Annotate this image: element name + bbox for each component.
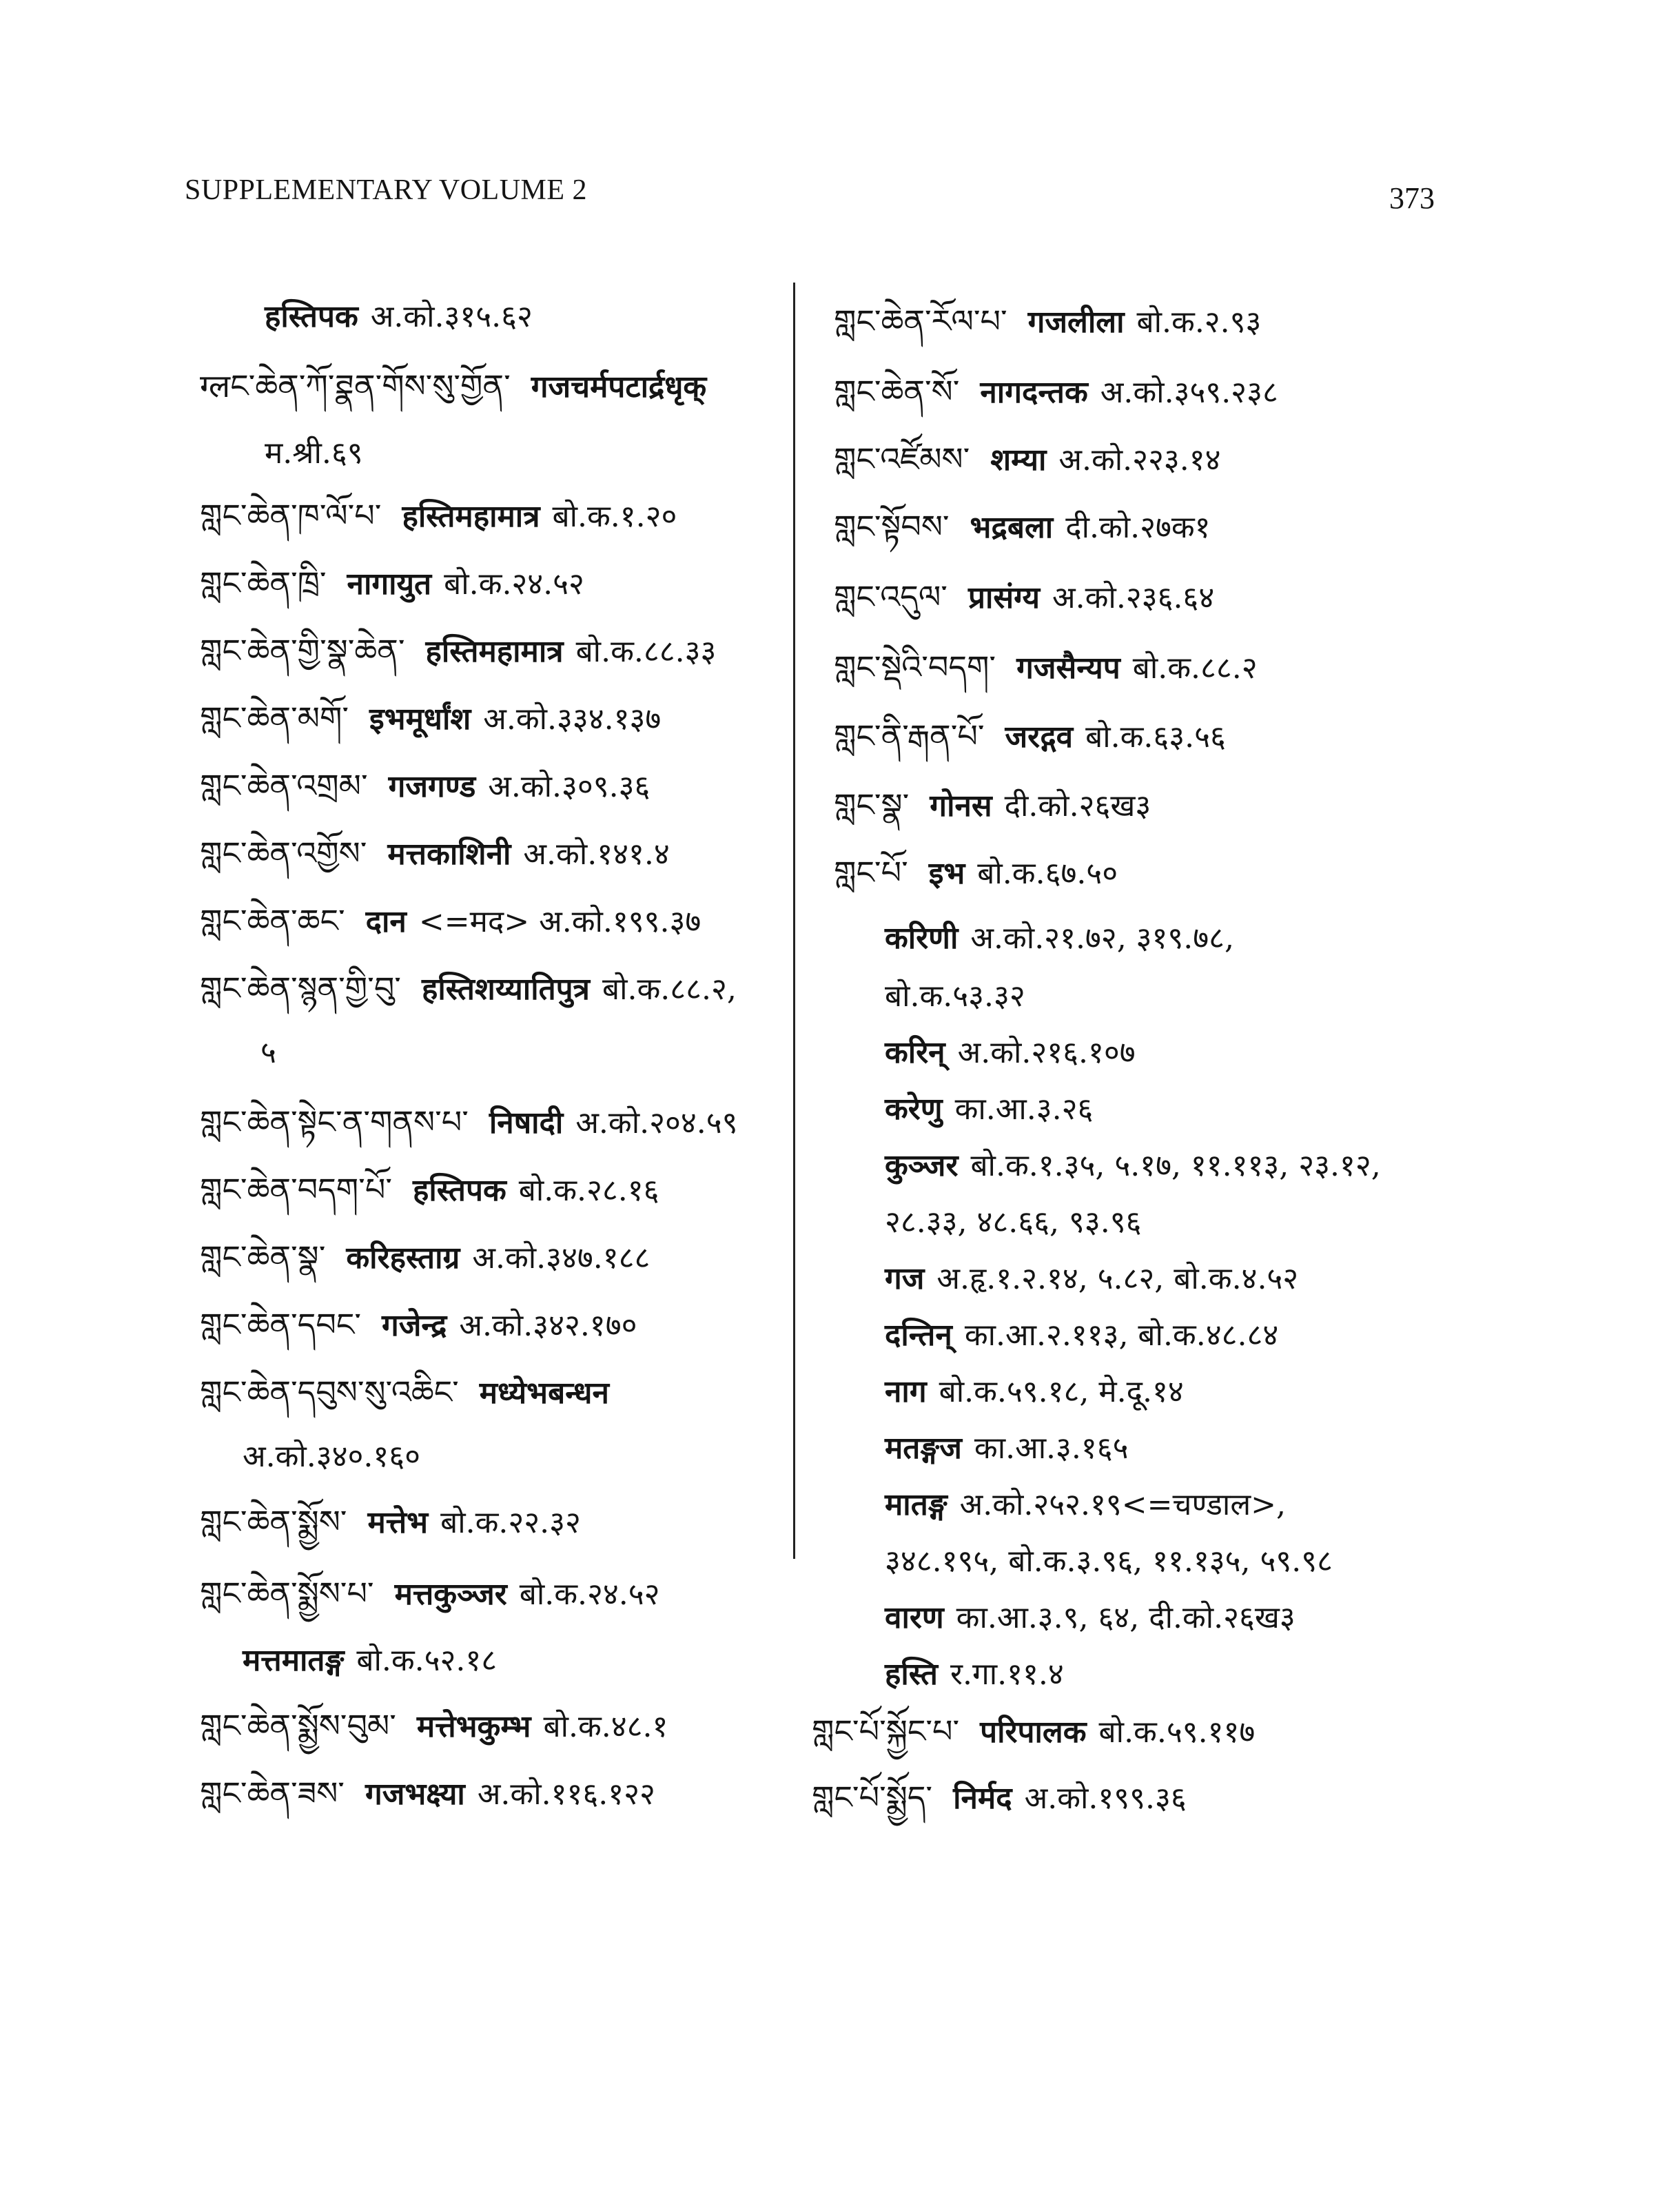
sanskrit-term: गजचर्मपटार्द्रधृक् (531, 369, 707, 405)
dictionary-entry (200, 1304, 637, 1347)
dictionary-entry (200, 1236, 650, 1279)
source-reference: अ.को.३४२.१७० (459, 1308, 637, 1343)
sanskrit-term: गजगण्ड (388, 769, 476, 804)
source-reference: बो.क.२२.३२ (440, 1505, 581, 1540)
sanskrit-term: गजेन्द्र (382, 1308, 447, 1343)
sanskrit-term: करेणु (885, 1092, 943, 1127)
source-reference: अ.को.३३४.१३७ (483, 702, 662, 737)
source-reference: अ.को.१४१.४ (523, 837, 670, 872)
source-reference: बो.क.८८.३३ (575, 634, 717, 669)
source-reference: २८.३३, ४८.६६, ९३.९६ (885, 1205, 1142, 1240)
source-reference: बो.क.१.३५, ५.१७, ११.११३, २३.१२, (970, 1148, 1381, 1183)
sanskrit-term: कुञ्जर (885, 1148, 959, 1183)
sanskrit-term: मध्येभबन्धन (479, 1376, 609, 1411)
source-reference: बो.क.२४.५२ (444, 566, 584, 602)
running-title: SUPPLEMENTARY VOLUME 2 (185, 174, 588, 206)
source-reference: बो.क.१.२० (552, 499, 677, 534)
sanskrit-term: भद्रबला (970, 510, 1054, 545)
dictionary-entry (885, 1031, 1136, 1074)
source-reference: का.आ.३.१६५ (974, 1431, 1129, 1466)
sanskrit-term: करिन् (885, 1035, 945, 1070)
source-reference: बो.क.५९.१८, मे.दू.१४ (939, 1374, 1184, 1409)
tibetan-headword: གླང་པོ་ (834, 854, 908, 891)
dictionary-entry (265, 295, 533, 338)
dictionary-entry (834, 646, 1258, 689)
source-reference: बो.क.८८.२ (1132, 651, 1258, 686)
sanskrit-term: शम्या (990, 442, 1047, 478)
tibetan-headword: གླང་སྟོབས་ (834, 508, 950, 545)
dictionary-entry (243, 1435, 420, 1478)
dictionary-entry (885, 1483, 1286, 1526)
tibetan-headword: གླང་འདུལ་ (834, 578, 947, 615)
source-reference: अ.को.२१६.१०७ (957, 1035, 1136, 1070)
tibetan-headword: གླང་ཆེན་སྙན་གྱི་བུ་ (200, 970, 401, 1007)
dictionary-entry (834, 438, 1221, 481)
tibetan-headword: གླང་ཆེན་འགྱོས་ (200, 835, 367, 872)
sanskrit-term: नागदन्तक (980, 375, 1088, 410)
dictionary-entry (200, 900, 701, 943)
dictionary-entry (260, 1031, 276, 1074)
sanskrit-term: मत्तेभकुम्भ (416, 1709, 531, 1744)
dictionary-entry (200, 765, 650, 808)
sanskrit-term: नागायुत (347, 566, 432, 602)
source-reference: बो.क.८८.२, (602, 972, 737, 1007)
dictionary-entry (885, 1257, 1298, 1300)
dictionary-entry (885, 1200, 1141, 1243)
source-reference: अ.को.३१५.६२ (370, 299, 533, 334)
source-reference: का.आ.३.९, ६४, दी.को.२६ख३ (956, 1600, 1295, 1635)
sanskrit-term: नाग (885, 1374, 927, 1409)
tibetan-headword: གླང་ཆེན་སྨྱོས་ (200, 1503, 347, 1540)
tibetan-headword: གླང་ནི་རྒན་པོ་ (834, 717, 985, 755)
dictionary-entry (200, 1101, 737, 1144)
source-reference: अ.को.२५२.१९<=चण्डाल>, (959, 1487, 1286, 1522)
dictionary-entry (885, 1314, 1278, 1356)
dictionary-entry (200, 968, 737, 1010)
dictionary-entry (834, 715, 1226, 758)
tibetan-headword: གླང་ཆེན་ཆང་ (200, 902, 345, 939)
dictionary-entry (834, 784, 1151, 827)
source-reference: अ.को.२१.७२, ३१९.७८, (970, 921, 1235, 956)
page-number: 373 (1389, 181, 1435, 215)
tibetan-headword: གླང་ཆེན་སྣ་ (200, 1238, 326, 1276)
tibetan-headword: གླང་ཆེན་སྨྱོས་པ་ (200, 1575, 374, 1612)
dictionary-entry (885, 1653, 1064, 1695)
source-reference: अ.को.२३६.६४ (1052, 580, 1215, 615)
sanskrit-term: मातङ्ग (885, 1487, 947, 1522)
sanskrit-term: हस्तिपक (413, 1173, 506, 1208)
source-reference: अ.को.२२३.१४ (1058, 442, 1221, 478)
sanskrit-term: दन्तिन् (885, 1318, 952, 1353)
sanskrit-term: गजभक्ष्या (365, 1777, 465, 1812)
dictionary-entry (200, 365, 719, 408)
source-reference: अ.हृ.१.२.१४, ५.८२, बो.क.४.५२ (936, 1261, 1299, 1296)
tibetan-headword: གླང་ཆེན་ཟས་ (200, 1775, 345, 1812)
tibetan-headword: གླང་ཆེན་དབང་ (200, 1306, 362, 1343)
source-reference: अ.को.१९९.३६ (1024, 1781, 1187, 1816)
sanskrit-term: हस्तिमहामात्र (425, 634, 564, 669)
source-reference: र.गा.११.४ (950, 1657, 1064, 1692)
sanskrit-term: हस्तिपक (265, 299, 358, 334)
sanskrit-term: गोनस (930, 788, 992, 824)
dictionary-entry (834, 576, 1214, 619)
sanskrit-term: मत्तेभ (367, 1505, 429, 1540)
source-reference: म.श्री.६९ (265, 436, 363, 471)
source-reference: बो.क.२.९३ (1136, 305, 1262, 340)
sanskrit-term: इभमूर्धांश (369, 702, 471, 737)
dictionary-entry (200, 1705, 668, 1748)
source-reference: अ.को.३०९.३६ (488, 769, 651, 804)
sanskrit-term: परिपालक (980, 1715, 1087, 1750)
source-reference: अ.को.३५९.२३८ (1100, 375, 1278, 410)
source-reference: अ.को.३४०.१६० (243, 1439, 421, 1474)
dictionary-entry (200, 1501, 581, 1544)
source-reference: बो.क.५२.१८ (356, 1643, 498, 1678)
sanskrit-term: प्रासंग्य (967, 580, 1041, 615)
tibetan-headword: གླང་ཆེན་མགོ་ (200, 699, 349, 737)
dictionary-entry (243, 1639, 497, 1682)
source-reference: बो.क.४८.१ (543, 1709, 668, 1744)
sanskrit-term: मतङ्गज (885, 1431, 962, 1466)
tibetan-headword: གླང་ཆེན་གྱི་སྣ་ཆེན་ (200, 632, 405, 669)
source-reference: का.आ.२.११३, बो.क.४८.८४ (964, 1318, 1279, 1353)
tibetan-headword: གླང་ཆེན་སྟེང་ན་གནས་པ་ (200, 1103, 469, 1141)
column-divider (793, 283, 795, 1559)
source-reference: बो.क.६७.५० (977, 856, 1118, 891)
sanskrit-term: निषादी (489, 1105, 564, 1141)
dictionary-entry (200, 697, 661, 740)
sanskrit-term: मत्तकुञ्जर (394, 1577, 507, 1612)
sanskrit-term: हस्ति (885, 1657, 938, 1692)
tibetan-headword: གླང་ཆེན་ཁྲི་ (200, 564, 327, 602)
source-reference: दी.को.२६ख३ (1004, 788, 1151, 824)
source-reference: बो.क.५९.११७ (1098, 1715, 1256, 1750)
dictionary-entry (200, 1169, 659, 1212)
dictionary-entry (812, 1777, 1187, 1819)
dictionary-entry (885, 917, 1234, 959)
source-reference: अ.को.११६.१२२ (477, 1777, 655, 1812)
dictionary-entry (200, 495, 677, 538)
sanskrit-term: करिणी (885, 921, 959, 956)
source-reference: ५ (260, 1035, 276, 1070)
dictionary-entry (885, 1370, 1184, 1413)
dictionary-entry (834, 506, 1211, 549)
dictionary-entry (885, 1596, 1295, 1639)
tibetan-headword: གླང་སྡེའི་བདག་ (834, 648, 996, 686)
dictionary-entry (834, 300, 1261, 343)
dictionary-entry (834, 371, 1278, 413)
dictionary-entry (885, 1087, 1093, 1130)
tibetan-headword: ग्लང་ཆེན་ཀོ་ཊྣན་གོས་སུ་གྱོན་ (200, 367, 511, 405)
tibetan-headword: གླང་ཆེན་རོལ་པ་ (834, 303, 1007, 340)
dictionary-entry (200, 1371, 622, 1414)
sanskrit-term: हस्तिमहामात्र (402, 499, 540, 534)
tibetan-headword: གླང་པོ་སྐྱོང་པ་ (812, 1713, 960, 1750)
sanskrit-term: करिहस्ताग्र (346, 1240, 460, 1276)
tibetan-headword: གླང་པོ་སྨྱོད་ (812, 1779, 933, 1816)
sanskrit-term: मत्तमातङ्ग (243, 1643, 345, 1678)
dictionary-entry (200, 1772, 655, 1815)
dictionary-entry (200, 562, 584, 605)
sanskrit-term: निर्मद (953, 1781, 1012, 1816)
dictionary-entry (200, 630, 716, 673)
source-reference: बो.क.५३.३२ (885, 979, 1025, 1014)
source-reference: बो.क.२८.१६ (518, 1173, 659, 1208)
dictionary-entry (834, 852, 1118, 895)
sanskrit-term: हस्तिशय्यातिपुत्र (421, 972, 590, 1007)
tibetan-headword: གླང་ཆེན་བདག་པོ་ (200, 1171, 392, 1208)
dictionary-entry (885, 1427, 1129, 1469)
sanskrit-term: दान (365, 904, 407, 939)
sanskrit-term: मत्तकाशिनी (387, 837, 511, 872)
dictionary-entry (200, 1573, 660, 1615)
source-reference: दी.को.२७क१ (1065, 510, 1211, 545)
tibetan-headword: གླང་ཆེན་སྨྱོས་བུམ་ (200, 1707, 396, 1744)
dictionary-entry (885, 974, 1025, 1017)
tibetan-headword: གླང་འཛོམས་ (834, 440, 970, 478)
dictionary-entry (885, 1144, 1381, 1187)
sanskrit-term: इभ (928, 856, 965, 891)
dictionary-entry (200, 832, 670, 875)
sanskrit-term: गजलीला (1027, 305, 1125, 340)
tibetan-headword: གླང་ཆེན་ཁ་ལོ་པ་ (200, 497, 382, 534)
sanskrit-term: वारण (885, 1600, 944, 1635)
sanskrit-term: गज (885, 1261, 925, 1296)
source-reference: अ.को.२०४.५९ (575, 1105, 738, 1141)
source-reference: का.आ.३.२६ (954, 1092, 1094, 1127)
tibetan-headword: གླང་སྣ་ (834, 786, 910, 824)
dictionary-entry (265, 431, 363, 474)
source-reference: ३४८.१९५, बो.क.३.९६, ११.१३५, ५९.९८ (885, 1544, 1333, 1579)
tibetan-headword: གླང་ཆེན་འགྲམ་ (200, 767, 368, 804)
dictionary-entry (885, 1540, 1333, 1582)
source-reference: <=मद> अ.को.१९९.३७ (418, 904, 701, 939)
source-reference: बो.क.६३.५६ (1085, 719, 1226, 755)
tibetan-headword: གླང་ཆེན་སོ་ (834, 373, 960, 410)
tibetan-headword: གླང་ཆེན་དབུས་སུ་འཆིང་ (200, 1373, 459, 1411)
source-reference: अ.को.३४७.१८८ (472, 1240, 651, 1276)
sanskrit-term: जरद्गव (1005, 719, 1074, 755)
source-reference: बो.क.२४.५२ (519, 1577, 660, 1612)
sanskrit-term: गजसैन्यप (1016, 651, 1120, 686)
dictionary-entry (812, 1710, 1255, 1753)
